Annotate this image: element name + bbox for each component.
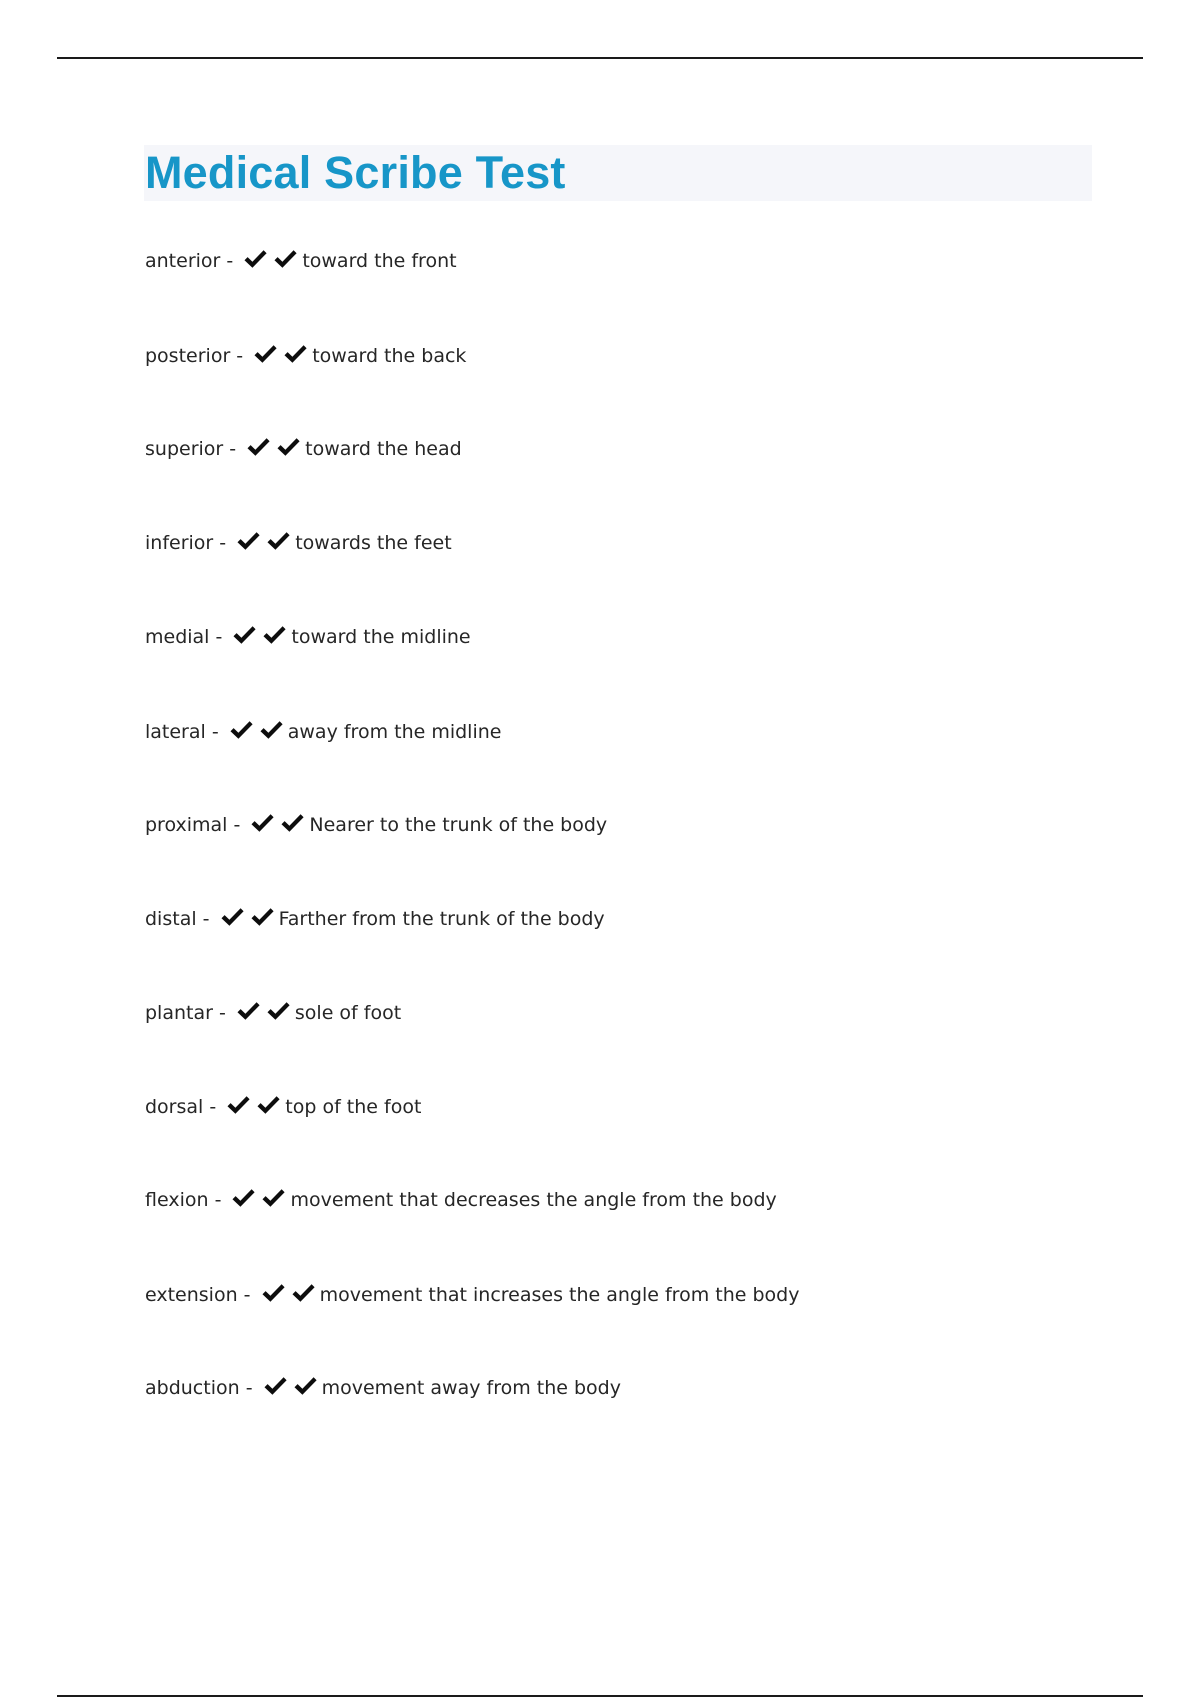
term-row-dorsal	[145, 1094, 421, 1123]
term-definition: towards the feet	[295, 532, 452, 554]
term-label: extension	[145, 1284, 238, 1306]
check-mark-icon	[293, 1375, 318, 1397]
check-mark-icon	[250, 906, 275, 928]
term-row-distal	[145, 906, 605, 935]
term-label: distal	[145, 908, 197, 930]
term-row-flexion	[145, 1187, 777, 1216]
check-mark-icon	[231, 1187, 256, 1209]
term-definition: toward the midline	[291, 626, 471, 648]
term-label: abduction	[145, 1377, 240, 1399]
term-row-plantar	[145, 1000, 401, 1029]
check-marks	[243, 248, 300, 277]
term-separator: -	[229, 438, 237, 460]
check-mark-icon	[266, 530, 291, 552]
check-mark-icon	[250, 812, 275, 834]
term-row-superior	[145, 436, 462, 465]
check-marks	[226, 1094, 283, 1123]
check-mark-icon	[263, 1375, 288, 1397]
document-title: Medical Scribe Test	[145, 147, 566, 198]
check-marks	[250, 812, 307, 841]
term-label: inferior	[145, 532, 214, 554]
check-mark-icon	[246, 436, 271, 458]
term-separator: -	[245, 1377, 253, 1399]
check-mark-icon	[283, 343, 308, 365]
check-marks	[263, 1375, 320, 1404]
term-row-proximal	[145, 812, 607, 841]
check-marks	[246, 436, 303, 465]
term-definition: toward the back	[312, 345, 467, 367]
term-row-extension	[145, 1282, 799, 1311]
check-mark-icon	[256, 1094, 281, 1116]
term-definition: movement that increases the angle from the body	[319, 1284, 800, 1306]
term-separator: -	[219, 532, 227, 554]
term-definition: Nearer to the trunk of the body	[309, 814, 608, 836]
term-row-inferior	[145, 530, 452, 559]
term-row-lateral	[145, 719, 501, 748]
check-marks	[232, 624, 289, 653]
term-definition: movement that decreases the angle from the body	[290, 1189, 777, 1211]
check-mark-icon	[236, 530, 261, 552]
term-definition: away from the midline	[287, 721, 502, 743]
check-marks	[220, 906, 277, 935]
check-mark-icon	[229, 719, 254, 741]
term-label: posterior	[145, 345, 231, 367]
check-mark-icon	[273, 248, 298, 270]
check-mark-icon	[266, 1000, 291, 1022]
term-separator: -	[243, 1284, 251, 1306]
term-separator: -	[218, 1002, 226, 1024]
term-row-medial	[145, 624, 471, 653]
term-label: dorsal	[145, 1096, 204, 1118]
term-row-anterior	[145, 248, 457, 277]
term-label: medial	[145, 626, 210, 648]
term-separator: -	[233, 814, 241, 836]
check-mark-icon	[262, 624, 287, 646]
check-mark-icon	[280, 812, 305, 834]
check-mark-icon	[261, 1282, 286, 1304]
check-marks	[229, 719, 286, 748]
term-definition: toward the front	[302, 250, 457, 272]
check-mark-icon	[259, 719, 284, 741]
check-marks	[261, 1282, 318, 1311]
term-label: anterior	[145, 250, 221, 272]
check-mark-icon	[276, 436, 301, 458]
term-separator: -	[215, 626, 223, 648]
term-separator: -	[202, 908, 210, 930]
term-separator: -	[214, 1189, 222, 1211]
check-mark-icon	[291, 1282, 316, 1304]
term-label: flexion	[145, 1189, 209, 1211]
term-definition: movement away from the body	[321, 1377, 621, 1399]
check-mark-icon	[220, 906, 245, 928]
check-mark-icon	[226, 1094, 251, 1116]
term-definition: Farther from the trunk of the body	[278, 908, 605, 930]
term-label: lateral	[145, 721, 206, 743]
check-mark-icon	[261, 1187, 286, 1209]
check-mark-icon	[243, 248, 268, 270]
term-definition: top of the foot	[285, 1096, 422, 1118]
term-separator: -	[211, 721, 219, 743]
page-top-rule	[57, 57, 1143, 59]
term-label: plantar	[145, 1002, 213, 1024]
term-separator: -	[236, 345, 244, 367]
page-bottom-rule	[57, 1695, 1143, 1697]
term-label: proximal	[145, 814, 228, 836]
check-marks	[236, 1000, 293, 1029]
check-mark-icon	[232, 624, 257, 646]
check-marks	[231, 1187, 288, 1216]
term-definition: toward the head	[305, 438, 462, 460]
term-row-abduction	[145, 1375, 621, 1404]
term-separator: -	[209, 1096, 217, 1118]
term-definition: sole of foot	[294, 1002, 402, 1024]
check-marks	[253, 343, 310, 372]
term-row-posterior	[145, 343, 466, 372]
check-mark-icon	[253, 343, 278, 365]
term-separator: -	[226, 250, 234, 272]
check-marks	[236, 530, 293, 559]
term-label: superior	[145, 438, 224, 460]
check-mark-icon	[236, 1000, 261, 1022]
